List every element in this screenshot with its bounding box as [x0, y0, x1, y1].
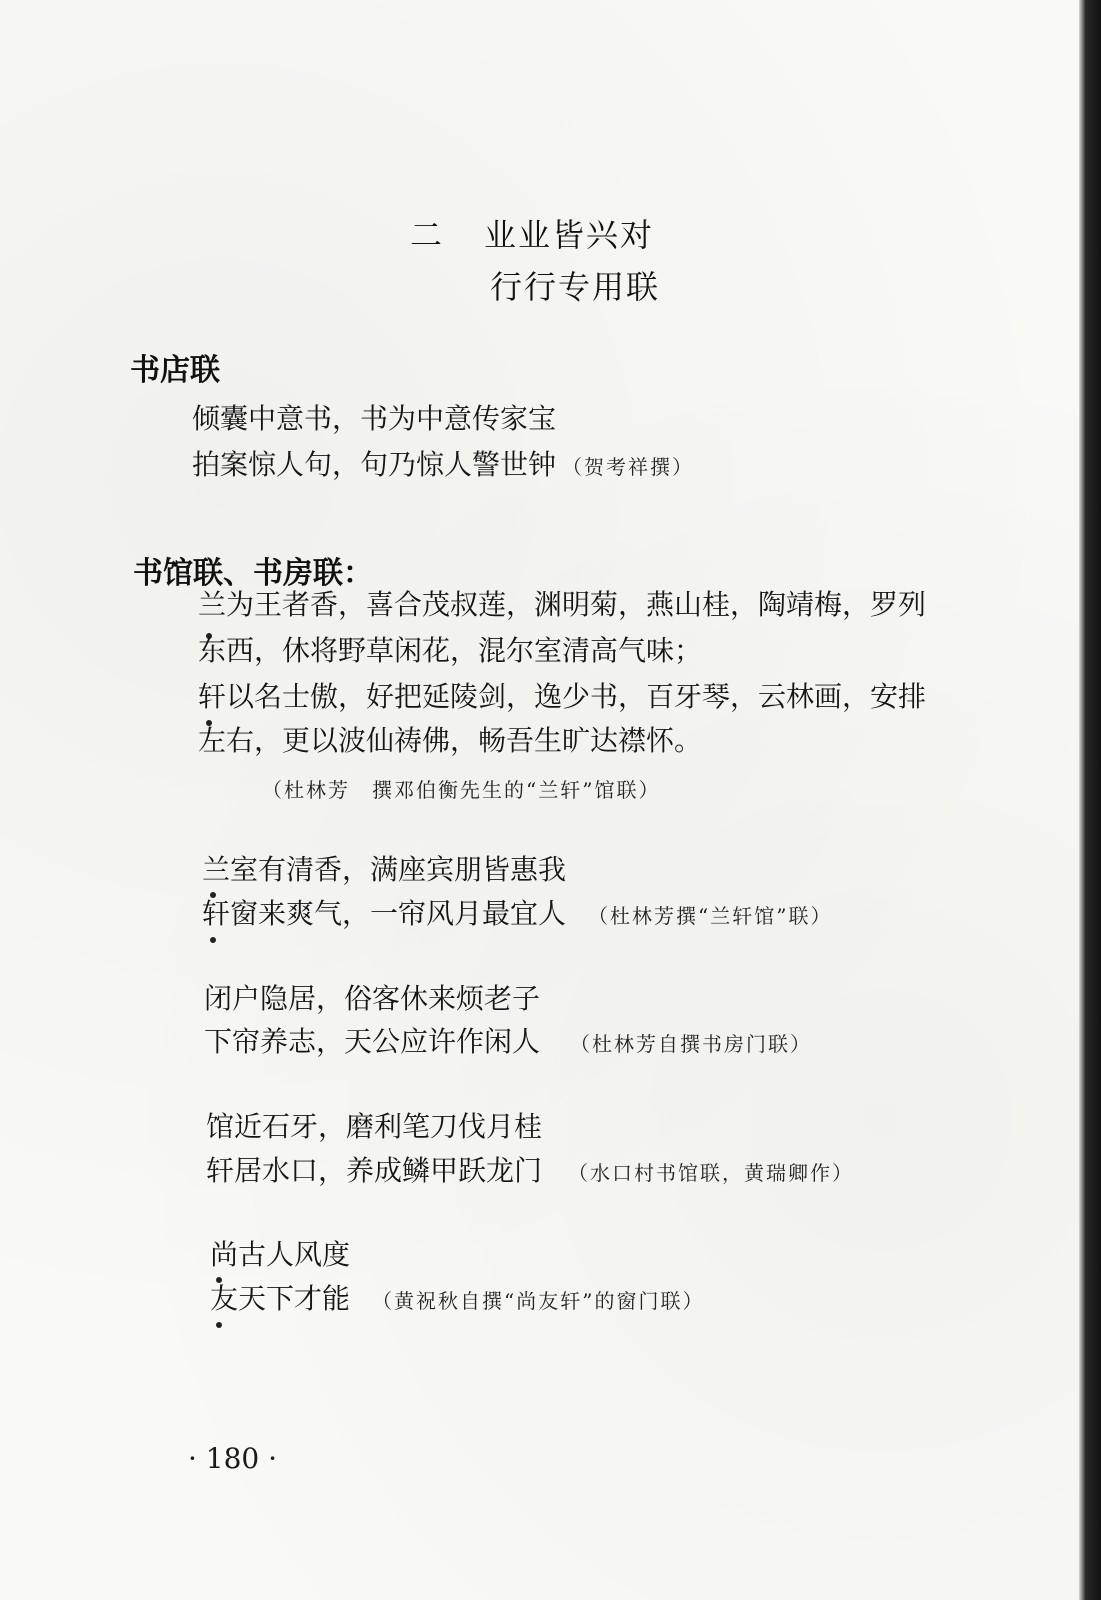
- couplet-note: （黄祝秋自撰“尚友轩”的窗门联）: [372, 1289, 705, 1313]
- couplet-line: 闭户隐居，俗客休来烦老子: [204, 982, 541, 1015]
- chapter-number: 二: [410, 216, 445, 254]
- chapter-title: [410, 210, 654, 256]
- couplet-line: [210, 1282, 704, 1318]
- couplet-line: [204, 1025, 812, 1061]
- couplet-line: [206, 1154, 854, 1190]
- emphasis-dot: [216, 1322, 222, 1328]
- couplet-line-text: 轩居水口，养成鳞甲跃龙门: [206, 1154, 543, 1187]
- couplet-note: （杜林芳 撰邓伯衡先生的“兰轩”馆联）: [262, 778, 661, 802]
- couplet-line: 左右，更以波仙祷佛，畅吾生旷达襟怀。: [198, 724, 703, 757]
- couplet-line: 东西，休将野草闲花，混尔室清高气味；: [198, 634, 703, 667]
- couplet-note: （贺考祥撰）: [562, 455, 695, 479]
- couplet-line: [192, 448, 694, 484]
- couplet-line-text: 拍案惊人句，句乃惊人警世钟: [192, 448, 557, 481]
- emphasis-dot: [210, 937, 216, 943]
- couplet-line-text: 轩窗来爽气，一帘风月最宜人: [202, 897, 567, 930]
- couplet-line: 兰为王者香，喜合茂叔莲，渊明菊，燕山桂，陶靖梅，罗列: [198, 588, 927, 621]
- couplet-line: 兰室有清香，满座宾朋皆惠我: [202, 853, 567, 886]
- section-heading-study: 书馆联、书房联：: [133, 556, 373, 591]
- couplet-line-text: 友天下才能: [210, 1282, 351, 1315]
- couplet-line-text: 下帘养志，天公应许作闲人: [204, 1025, 541, 1058]
- couplet-line: 尚古人风度: [210, 1238, 351, 1271]
- couplet-note: （水口村书馆联，黄瑞卿作）: [568, 1161, 855, 1185]
- chapter-title-text: 业业皆兴对: [484, 216, 655, 254]
- couplet-line: 馆近石牙，磨利笔刀伐月桂: [206, 1110, 543, 1143]
- page-number: · 180 ·: [188, 1442, 278, 1475]
- section-heading-bookstore: 书店联: [130, 353, 220, 388]
- couplet-line: 轩以名士傲，好把延陵剑，逸少书，百牙琴，云林画，安排: [198, 680, 927, 713]
- chapter-subtitle: 行行专用联: [490, 268, 661, 306]
- couplet-line: [202, 897, 832, 933]
- couplet-note: （杜林芳自撰书房门联）: [570, 1032, 813, 1056]
- couplet-line: 倾囊中意书，书为中意传家宝: [192, 402, 557, 435]
- scan-edge: [1079, 0, 1101, 1600]
- couplet-note: （杜林芳撰“兰轩馆”联）: [588, 904, 833, 928]
